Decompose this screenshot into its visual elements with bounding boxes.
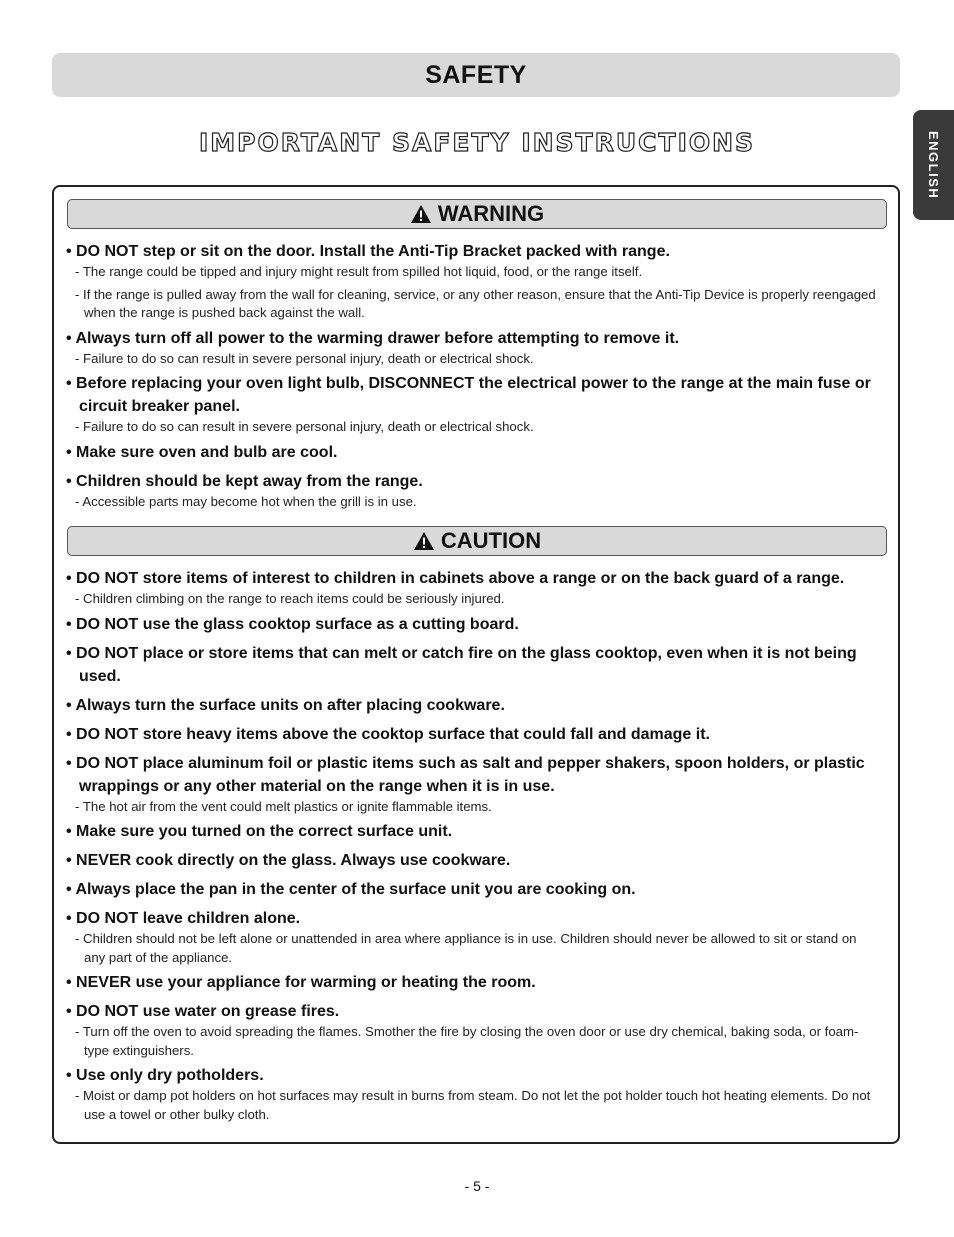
caution-item [66,849,878,876]
warning-item-note: - If the range is pulled away from the wall for cleaning, service, or any other reason, ensure that the Anti-Tip Device is properly reengaged when the range is pushed back against the wall. [75,286,876,320]
caution-triangle-icon [413,531,435,551]
page-number: - 5 - [464,1178,490,1194]
caution-list [66,567,878,1128]
caution-item-note: - Children should not be left alone or unattended in area where appliance is in use. Children should never be allowed to sit or stand on any part of the appliance. [75,931,857,965]
caution-item-text: • DO NOT store heavy items above the cooktop surface that could fall and damage it. [66,725,710,743]
caution-item-note: - Children climbing on the range to reach items could be seriously injured. [75,591,505,606]
caution-item [66,613,878,640]
caution-item-text: • Always place the pan in the center of the surface unit you are cooking on. [66,881,636,898]
caution-item [66,1064,878,1124]
warning-item [66,372,878,437]
caution-item [66,752,878,817]
warning-item-note: - Failure to do so can result in severe personal injury, death or electrical shock. [75,419,534,434]
warning-item-note: - Failure to do so can result in severe personal injury, death or electrical shock. [75,350,534,366]
caution-item-text: • DO NOT place aluminum foil or plastic items such as salt and pepper shakers, spoon holders, or plastic wrappings or any other material on the range when it is in use. [66,754,865,795]
caution-item-text: • DO NOT use water on grease fires. [66,1003,340,1020]
caution-item-text: • DO NOT store items of interest to children in cabinets above a range or on the back guard of a range. [66,570,845,587]
warning-item [66,441,878,468]
caution-item [66,971,878,998]
caution-header [67,526,887,556]
caution-item-text: • NEVER use your appliance for warming or heating the room. [66,974,536,991]
caution-item [66,567,878,609]
caution-item-text: • DO NOT place or store items that can melt or catch fire on the glass cooktop, even when it is not being used. [66,644,857,685]
warning-item [66,470,878,512]
caution-item [66,642,878,692]
language-tab [913,110,954,220]
warning-item-text: • DO NOT step or sit on the door. Install the Anti-Tip Bracket packed with range. [66,243,670,260]
caution-item-text: • Always turn the surface units on after placing cookware. [66,696,505,714]
warning-item [66,327,878,369]
caution-item [66,907,878,967]
caution-item-text: • DO NOT use the glass cooktop surface as a cutting board. [66,615,519,633]
caution-item [66,820,878,847]
caution-item-text: • Make sure you turned on the correct surface unit. [66,823,453,840]
instructions-box [52,185,900,1144]
warning-item-text: • Children should be kept away from the range. [66,472,423,490]
warning-item [66,240,878,323]
warning-item-text: • Before replacing your oven light bulb, DISCONNECT the electrical power to the range at the main fuse or circuit breaker panel. [66,375,871,415]
caution-label: CAUTION [440,528,542,553]
caution-item-note: - Moist or damp pot holders on hot surfaces may result in burns from steam. Do not let the pot holder touch hot heating elements. Do not use a towel or other bulky cloth. [75,1088,871,1122]
warning-header [67,199,887,229]
caution-item-text: • NEVER cook directly on the glass. Always use cookware. [66,852,511,869]
caution-item [66,878,878,905]
warning-item-note: - The range could be tipped and injury might result from spilled hot liquid, food, or the range itself. [75,264,643,279]
page-title: IMPORTANT SAFETY INSTRUCTIONS [198,128,756,157]
caution-item [66,723,878,750]
caution-item [66,1000,878,1060]
warning-label: WARNING [437,201,545,226]
language-label: ENGLISH [926,130,941,200]
warning-triangle-icon [410,204,432,224]
caution-item-note: - Turn off the oven to avoid spreading the flames. Smother the fire by closing the oven door or use dry chemical, baking soda, or foam-type extinguishers. [75,1024,859,1058]
caution-item-text: • DO NOT leave children alone. [66,910,301,927]
warning-item-text: • Make sure oven and bulb are cool. [66,443,338,461]
warning-item-text: • Always turn off all power to the warming drawer before attempting to remove it. [66,329,680,347]
section-header [52,53,900,97]
caution-item [66,694,878,721]
warning-item-note: - Accessible parts may become hot when the grill is in use. [75,493,417,509]
caution-item-note: - The hot air from the vent could melt plastics or ignite flammable items. [75,798,492,814]
warning-list [66,240,878,515]
section-title: SAFETY [425,60,527,89]
caution-item-text: • Use only dry potholders. [66,1067,264,1084]
